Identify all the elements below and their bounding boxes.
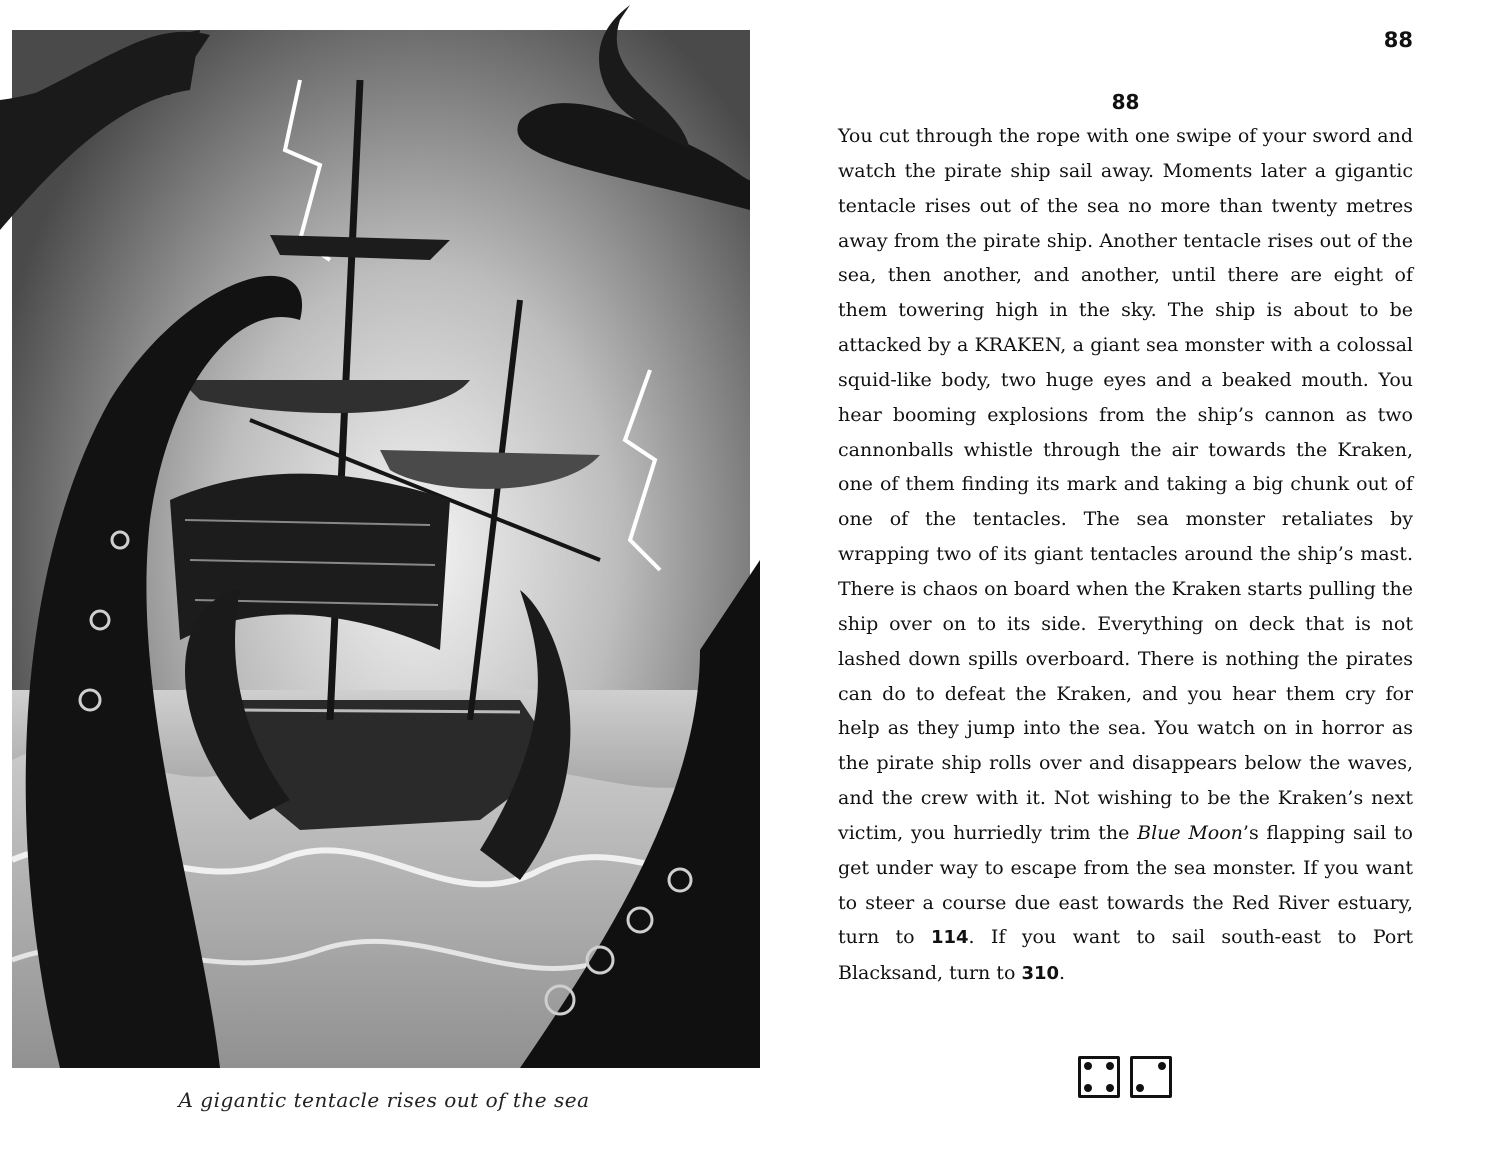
turn-to-reference-310[interactable]: 310 bbox=[1021, 963, 1060, 985]
die-four-icon bbox=[1078, 1056, 1120, 1098]
die-two-icon bbox=[1130, 1056, 1172, 1098]
body-text-part: . If you want to sail south-east to Port Blacksand, turn to bbox=[838, 926, 1413, 985]
turn-to-reference-114[interactable]: 114 bbox=[930, 927, 969, 949]
section-number: 88 bbox=[1111, 90, 1140, 114]
die-pip bbox=[1106, 1062, 1114, 1070]
ship-name: Blue Moon bbox=[1137, 821, 1243, 844]
section-body-text bbox=[838, 119, 1413, 992]
die-pip bbox=[1136, 1084, 1144, 1092]
die-pip bbox=[1158, 1062, 1166, 1070]
body-text-part: . bbox=[1059, 962, 1066, 985]
kraken-illustration bbox=[0, 0, 760, 1068]
die-pip bbox=[1084, 1084, 1092, 1092]
dice-icons bbox=[1078, 1056, 1172, 1098]
page-number: 88 bbox=[1383, 28, 1413, 52]
illustration-caption: A gigantic tentacle rises out of the sea bbox=[178, 1088, 590, 1112]
die-pip bbox=[1084, 1062, 1092, 1070]
body-text-part: You cut through the rope with one swipe of your sword and watch the pirate ship sail away. Moments later a gigantic tentacle rises out of the sea no more than twenty metres away from the pirate ship. Another tentacle rises out of the sea, then another, and another, until there are eight of them towering high in the sky. The ship is about to be attacked by a KRAKEN, a giant sea monster with a colossal squid-like body, two huge eyes and a beaked mouth. You hear booming explosions from the ship’s cannon as two cannonballs whistle through the air towards the Kraken, one of them finding its mark and taking a big chunk out of one of the tentacles. The sea monster retaliates by wrapping two of its giant tentacles around the ship’s mast. There is chaos on board when the Kraken starts pulling the ship over on to its side. Everything on deck that is not lashed down spills overboard. There is nothing the pirates can do to defeat the Kraken, and you hear them cry for help as they jump into the sea. You watch on in horror as the pirate ship rolls over and disappears below the waves, and the crew with it. Not wishing to be the Kraken’s next victim, you hurriedly trim the bbox=[838, 125, 1413, 844]
body-text-part: ’s flapping sail to get under way to escape from the sea monster. If you want to steer a course due east towards the Red River estuary, turn to bbox=[838, 821, 1413, 949]
die-pip bbox=[1106, 1084, 1114, 1092]
